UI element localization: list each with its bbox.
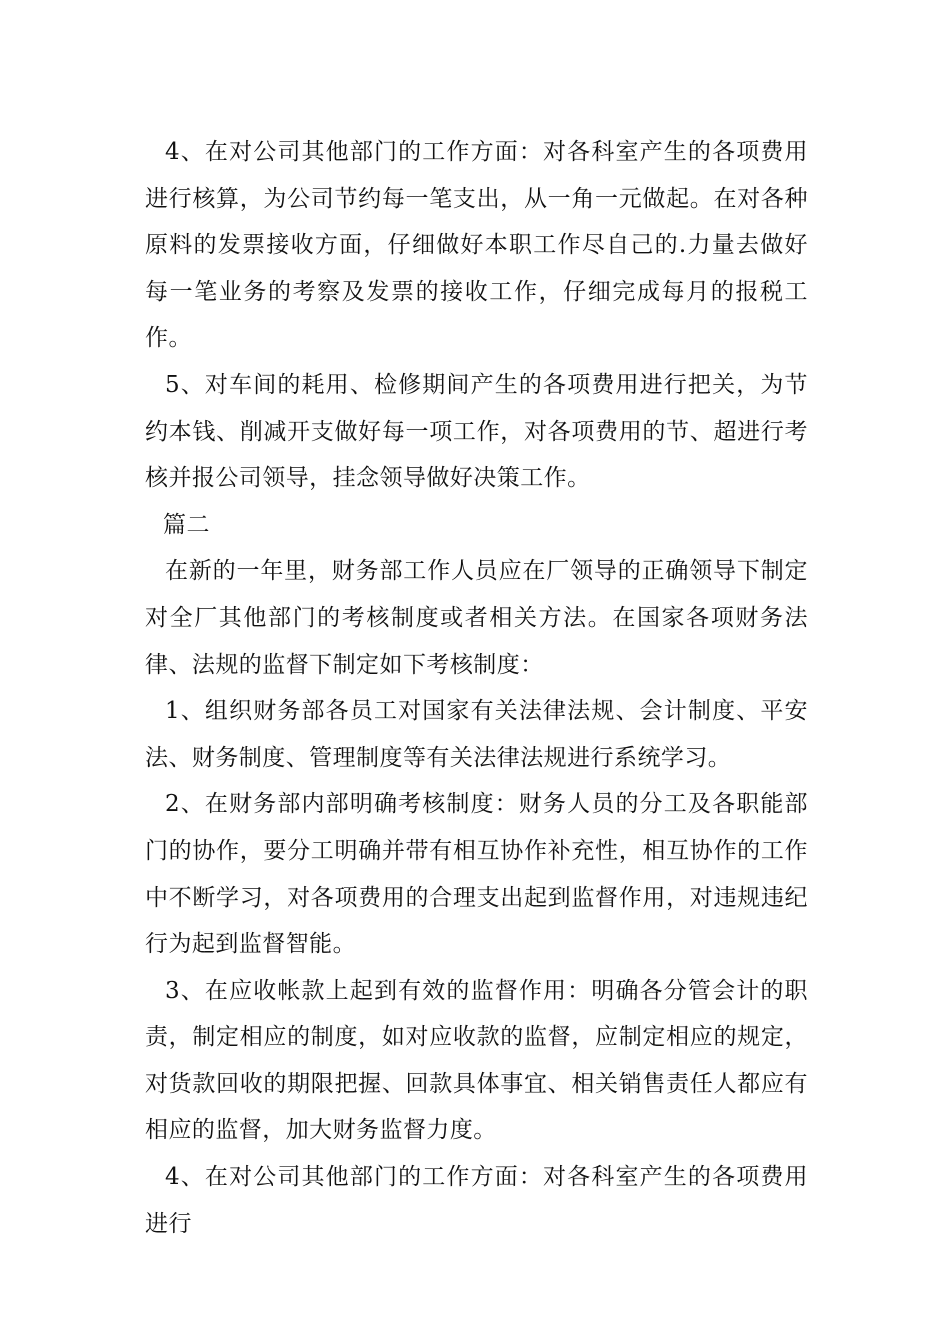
paragraph-intro: 在新的一年里，财务部工作人员应在厂领导的正确领导下制定对全厂其他部门的考核制度或者相关方法。在国家各项财务法律、法规的监督下制定如下考核制度： [145, 558, 808, 678]
paragraph-item-1: 1、组织财务部各员工对国家有关法律法规、会计制度、平安法、财务制度、管理制度等有关法律法规进行系统学习。 [145, 698, 808, 771]
paragraph-item-3: 3、在应收帐款上起到有效的监督作用：明确各分管会计的职责，制定相应的制度，如对应收款的监督，应制定相应的规定，对货款回收的期限把握、回款具体事宜、相关销售责任人都应有相应的监督，加大财务监督力度。 [145, 977, 808, 1144]
paragraph-item-4-second: 4、在对公司其他部门的工作方面：对各科室产生的各项费用进行 [145, 1164, 808, 1237]
paragraph-item-2: 2、在财务部内部明确考核制度：财务人员的分工及各职能部门的协作，要分工明确并带有相互协作补充性，相互协作的工作中不断学习，对各项费用的合理支出起到监督作用，对违规违纪行为起到监督智能。 [145, 791, 808, 958]
paragraph-item-5: 5、对车间的耗用、检修期间产生的各项费用进行把关，为节约本钱、削减开支做好每一项工作，对各项费用的节、超进行考核并报公司领导，挂念领导做好决策工作。 [145, 371, 808, 492]
section-heading: 篇二 [163, 511, 210, 538]
paragraph-item-4-first: 4、在对公司其他部门的工作方面：对各科室产生的各项费用进行核算，为公司节约每一笔支出，从一角一元做起。在对各种原料的发票接收方面，仔细做好本职工作尽自己的.力量去做好每一笔业务的考察及发票的接收工作，仔细完成每月的报税工作。 [145, 139, 808, 352]
